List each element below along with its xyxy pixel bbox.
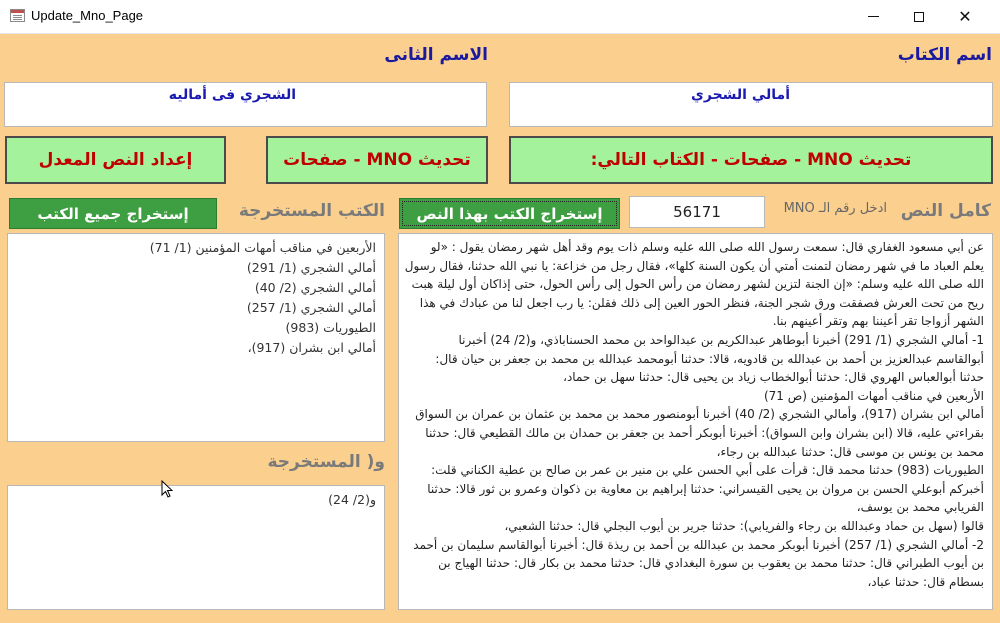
extract-books-by-text-button[interactable]: إستخراج الكتب بهذا النص <box>399 198 620 229</box>
update-mno-pages-button[interactable]: تحديث MNO - صفحات <box>266 136 488 184</box>
book-name-value: أمالي الشجري <box>691 87 790 103</box>
text-line: يعلم العباد ما في شهر رمضان لتمنت أمتي أن يكون السنة كلها»، فقال رجل من خزاعة: يا نبي الله حدثنا، فقال رسول <box>404 258 984 273</box>
minimize-icon <box>868 16 879 17</box>
window-title: Update_Mno_Page <box>31 8 144 23</box>
list-item[interactable]: الأربعين في مناقب أمهات المؤمنين (1/ 71) <box>149 240 376 255</box>
extracted-books-label: الكتب المستخرجة <box>238 201 385 221</box>
text-line: بسطام قال: حدثنا عباد، <box>867 574 984 589</box>
close-icon: ✕ <box>958 7 972 26</box>
maximize-icon <box>914 12 924 22</box>
minimize-button[interactable] <box>850 0 896 33</box>
maximize-button[interactable] <box>896 0 942 33</box>
text-line: الشهر أزواجا تقر أعيننا بهم وتقر أعينهم بنا. <box>772 314 984 329</box>
list-item[interactable]: أمالي الشجري (1/ 291) <box>246 260 376 275</box>
text-line: أبوالقاسم عبدالعزيز بن أحمد بن عبدالله بن قادويه، قالا: حدثنا أبومحمد عبدالله بن محمد بن جعفر بن حيان قال: <box>435 351 984 366</box>
mno-number-input[interactable]: 56171 <box>629 196 765 228</box>
text-line: محمد بن يونس بن موسى قال: حدثنا عبدالله بن رجاء، <box>716 444 984 459</box>
text-line: 2- أمالي الشجري (1/ 257) أخبرنا أبوبكر محمد بن عبدالله بن أحمد بن ريذة قال: أخبرنا أبوالقاسم سليمان بن أحمد <box>413 537 984 552</box>
second-name-label: الاسم الثانى <box>384 45 488 65</box>
app-form-icon <box>10 9 25 22</box>
extracted-waw-label: و( المستخرجة <box>267 452 385 472</box>
extract-all-books-button[interactable]: إستخراج جميع الكتب <box>9 198 217 229</box>
mouse-cursor-icon <box>161 480 175 500</box>
update-mno-next-book-button[interactable]: تحديث MNO - صفحات - الكتاب التالي: <box>509 136 993 184</box>
text-line: بن أيوب الطبراني قال: حدثنا محمد بن يعقوب بن سورة البغدادي قال: حدثنا محمد بن بكار قال: حدثنا الهياج بن <box>438 556 984 571</box>
text-line: 1- أمالي الشجري (1/ 291) أخبرنا أبوطاهر عبدالكريم بن عبدالواحد بن محمد الحسناباذي، و(2/ 24) أخبرنا <box>458 332 984 347</box>
text-line: حدثنا أبوالعباس الهروي قال: حدثنا أبوالخطاب زياد بن يحيى قال: حدثنا سهل بن حماد، <box>563 370 984 385</box>
text-line: ريح من تحت العرش فصفقت ورق شجر الجنة، فنظر الحور العين إلى ذلك فقلن: يا رب اجعل لنا من عبادك في هذا <box>419 295 984 310</box>
list-item[interactable]: و(2/ 24) <box>328 492 376 507</box>
book-name-label: اسم الكتاب <box>897 45 992 65</box>
prepare-edited-text-button[interactable]: إعداد النص المعدل <box>5 136 226 184</box>
text-line: عن أبي مسعود الغفاري قال: سمعت رسول الله صلى الله عليه وسلم ذات يوم وقد أهل شهر رمضان يقول : «لو <box>430 240 984 254</box>
text-line: بقراءتي عليه، قالا (ابن بشران وابن السواق): أخبرنا أبوبكر أحمد بن جعفر بن حمدان بن مالك القطيعي قال: حدثنا <box>425 425 984 440</box>
second-name-value: الشجري فى أماليه <box>168 87 296 103</box>
list-item[interactable]: الطيوريات (983) <box>285 320 376 335</box>
list-item[interactable]: أمالي الشجري (2/ 40) <box>254 280 376 295</box>
full-text-label: كامل النص <box>900 201 991 221</box>
title-bar <box>0 0 1000 34</box>
full-text-area[interactable] <box>398 233 993 610</box>
text-line: أمالي ابن بشران (917)، وأمالي الشجري (2/ 40) أخبرنا أبومنصور محمد بن محمد بن عثمان بن عمران بن السواق <box>415 407 984 422</box>
list-item[interactable]: أمالي ابن بشران (917)، <box>247 340 376 355</box>
list-item[interactable]: أمالي الشجري (1/ 257) <box>246 300 376 315</box>
second-name-field[interactable] <box>4 82 487 127</box>
text-line: الفريابي محمد بن يوسف، <box>856 500 984 515</box>
book-name-field[interactable] <box>509 82 993 127</box>
enter-mno-label: ادخل رقم الـ MNO <box>783 201 887 216</box>
text-line: أخبركم أبوعلي الحسن بن مروان بن يحيى القيسراني: حدثنا إبراهيم بن معاوية بن ذكوان وعمرو بن ثور قالا: حدثنا <box>427 481 984 496</box>
extracted-books-list[interactable] <box>7 233 385 442</box>
close-button[interactable] <box>942 0 988 33</box>
text-line: الأربعين في مناقب أمهات المؤمنين (ص 71) <box>763 388 984 403</box>
extracted-waw-list[interactable] <box>7 485 385 610</box>
text-line: قالوا (سهل بن حماد وعبدالله بن رجاء والفريابي): حدثنا جرير بن أيوب البجلي قال: حدثنا الشعبي، <box>504 518 984 533</box>
text-line: الطيوريات (983) حدثنا محمد قال: قرأت على أبي الحسن علي بن منير بن عمر بن صالح بن عطية الكناني قلت: <box>431 463 984 478</box>
text-line: الله صلى الله عليه وسلم: «إن الجنة لتزين لشهر رمضان من رأس الحول إلى رأس الحول، حتى إذاكان أول ليلة هبت <box>411 277 984 292</box>
